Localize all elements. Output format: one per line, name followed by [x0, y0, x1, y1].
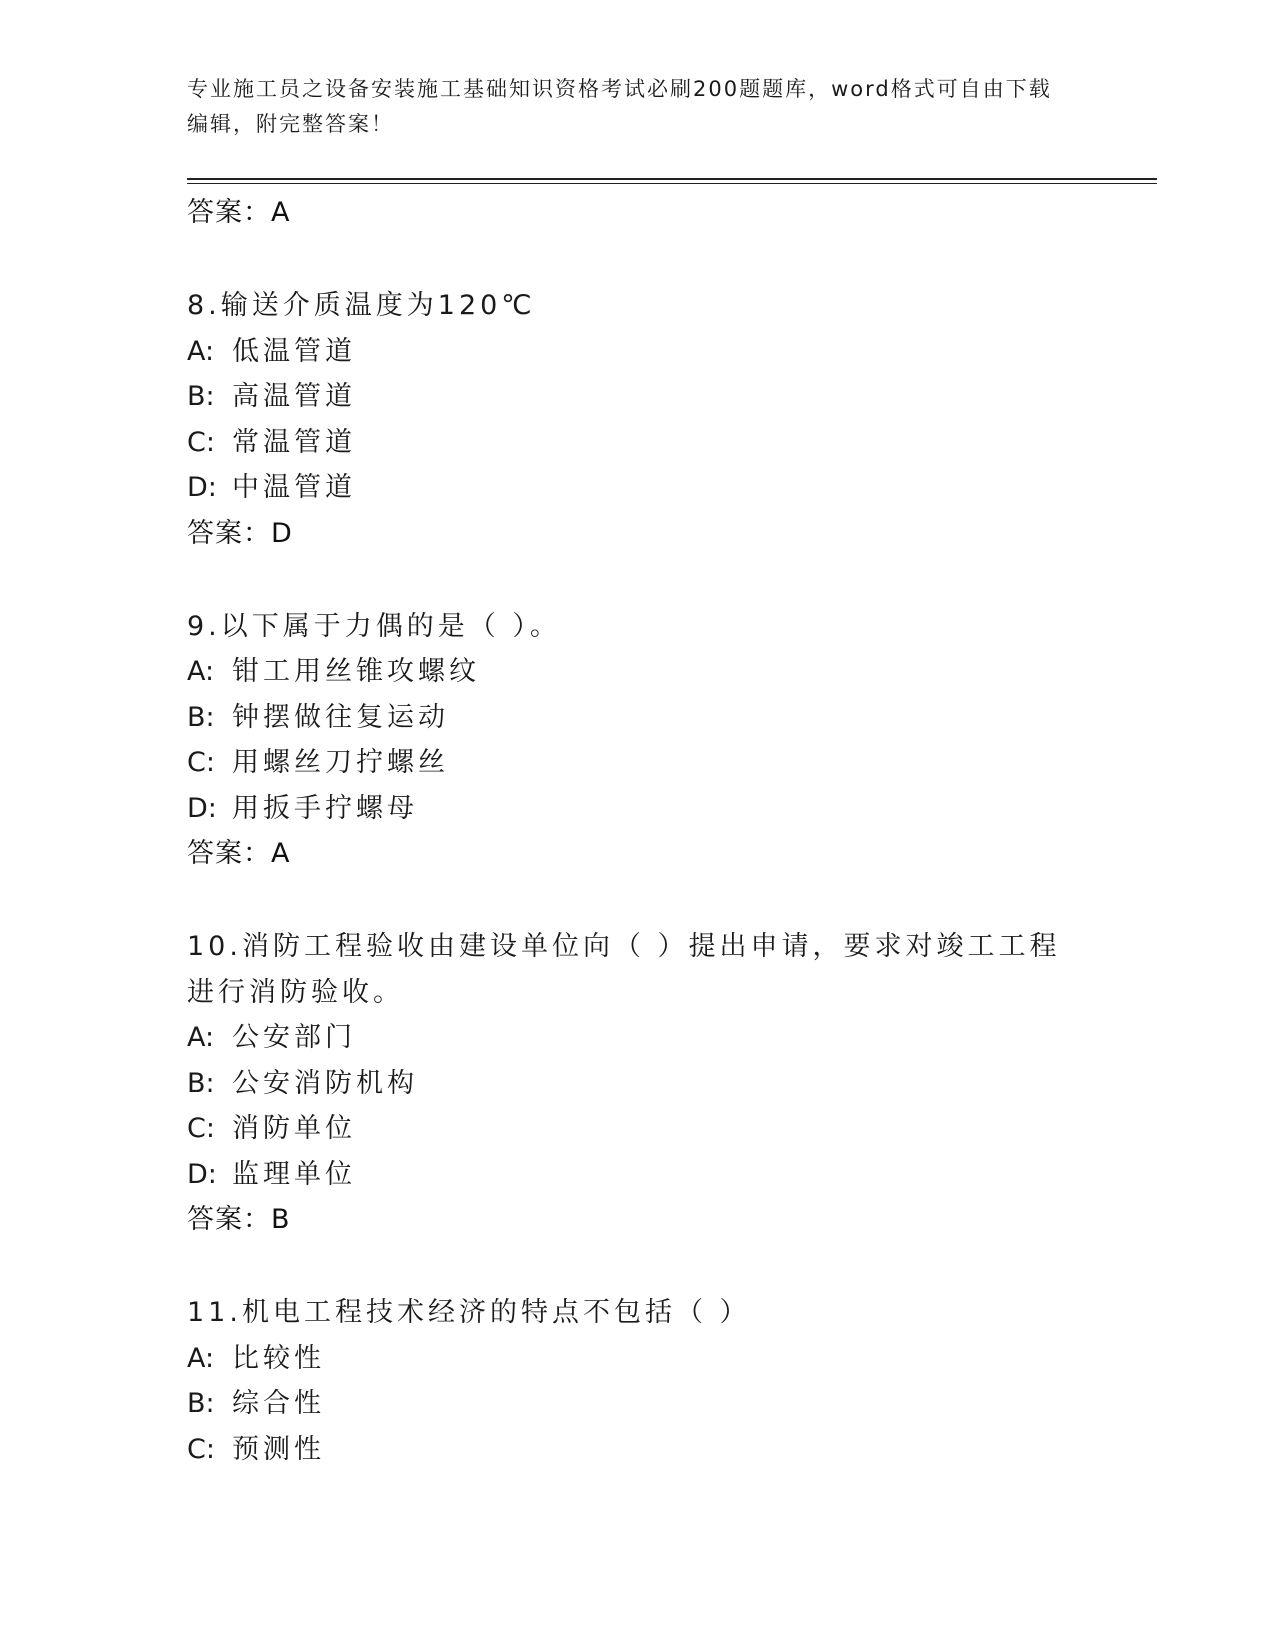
option-item	[187, 786, 1087, 832]
option-letter: B:	[187, 701, 215, 733]
document-header: 专业施工员之设备安装施工基础知识资格考试必刷200题题库，word格式可自由下载编辑，附完整答案！	[187, 77, 1052, 136]
option-text: 监理单位	[232, 1158, 356, 1190]
option-item	[187, 1015, 1087, 1061]
option-text: 消防单位	[232, 1113, 356, 1144]
question-text: 10.消防工程验收由建设单位向（ ）提出申请，要求对竣工工程进行消防验收。	[187, 931, 1061, 1008]
spacer	[187, 1243, 1087, 1290]
spacer	[187, 236, 1087, 283]
option-text: 低温管道	[232, 335, 356, 367]
option-letter: A:	[187, 335, 215, 367]
option-item	[187, 1336, 1087, 1382]
option-text: 用螺丝刀拧螺丝	[232, 747, 449, 778]
answer-line: 答案：D	[187, 517, 293, 549]
option-text: 比较性	[232, 1342, 325, 1374]
option-item	[187, 695, 1087, 741]
option-text: 常温管道	[232, 426, 356, 458]
header-divider-thin	[187, 183, 1157, 184]
option-text: 中温管道	[232, 472, 356, 503]
option-letter: D:	[187, 1158, 217, 1190]
option-item	[187, 1061, 1087, 1107]
option-letter: D:	[187, 472, 217, 503]
answer-line: 答案：B	[187, 1204, 291, 1235]
option-item	[187, 1152, 1087, 1198]
option-letter: A:	[187, 656, 215, 687]
question-text: 11.机电工程技术经济的特点不包括（ ）	[187, 1297, 751, 1328]
option-item	[187, 374, 1087, 420]
question-text: 9.以下属于力偶的是（ ）。	[187, 610, 561, 642]
option-letter: C:	[187, 1433, 215, 1465]
question-text: 8.输送介质温度为120℃	[187, 290, 536, 321]
option-letter: C:	[187, 1113, 215, 1144]
answer-line: 答案：A	[187, 197, 291, 228]
option-item	[187, 1106, 1087, 1152]
option-item	[187, 329, 1087, 375]
header-divider-thick	[187, 178, 1157, 180]
option-text: 钟摆做往复运动	[232, 701, 449, 733]
option-letter: B:	[187, 1388, 215, 1419]
option-text: 预测性	[232, 1433, 325, 1465]
option-text: 公安部门	[232, 1022, 356, 1053]
spacer	[187, 557, 1087, 604]
option-text: 综合性	[232, 1388, 325, 1419]
option-letter: C:	[187, 747, 215, 778]
option-item	[187, 1381, 1087, 1427]
option-letter: D:	[187, 792, 217, 824]
answer-line: 答案：A	[187, 838, 291, 869]
option-item	[187, 649, 1087, 695]
document-body	[187, 190, 1087, 1472]
option-letter: A:	[187, 1022, 215, 1053]
option-item	[187, 1427, 1087, 1473]
spacer	[187, 877, 1087, 924]
option-item	[187, 420, 1087, 466]
option-letter: B:	[187, 381, 215, 412]
option-text: 用扳手拧螺母	[232, 792, 418, 824]
option-letter: C:	[187, 426, 215, 458]
option-text: 高温管道	[232, 381, 356, 412]
option-item	[187, 740, 1087, 786]
option-text: 钳工用丝锥攻螺纹	[232, 656, 480, 687]
option-text: 公安消防机构	[232, 1067, 418, 1099]
option-item	[187, 465, 1087, 511]
option-letter: B:	[187, 1067, 215, 1099]
option-letter: A:	[187, 1342, 215, 1374]
